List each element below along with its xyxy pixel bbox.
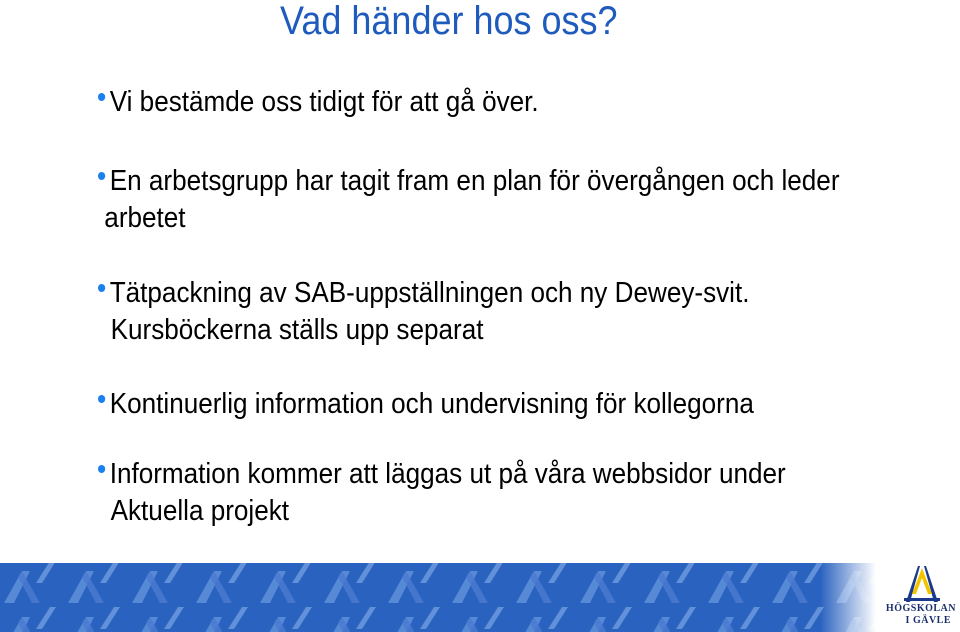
bullet-item [98,386,754,423]
logo-area [820,563,960,632]
bullet-text: Kontinuerlig information och undervisning för kollegorna [109,388,754,420]
bullet-text: Tätpackning av SAB-uppställningen och ny Dewey-svit. [109,277,750,309]
bullet-text-continued: arbetet [104,202,186,234]
bullet-dot-icon [98,284,105,292]
bullet-dot-icon [98,465,105,473]
bullet-item [98,456,786,530]
bullet-dot-icon [98,172,105,180]
footer-banner [0,563,960,632]
bullet-text-continued: Aktuella projekt [110,495,290,527]
hogskolan-logo-icon [898,564,946,604]
bullet-item [98,275,749,349]
logo-text-line1: HÖGSKOLAN [885,603,956,614]
chevron-pattern-icon [0,563,960,632]
slide-title: Vad händer hos oss? [280,0,618,43]
bullet-text: Information kommer att läggas ut på våra webbsidor under [109,458,786,490]
bullet-text-continued: Kursböckerna ställs upp separat [110,314,484,346]
bullet-item [98,84,539,121]
logo-text-line2: I GÄVLE [905,615,951,626]
bullet-dot-icon [98,395,105,403]
bullet-text: En arbetsgrupp har tagit fram en plan för övergången och leder [109,165,840,197]
bullet-text: Vi bestämde oss tidigt för att gå över. [109,86,539,118]
bullet-item [98,163,840,237]
bullet-dot-icon [98,93,105,101]
